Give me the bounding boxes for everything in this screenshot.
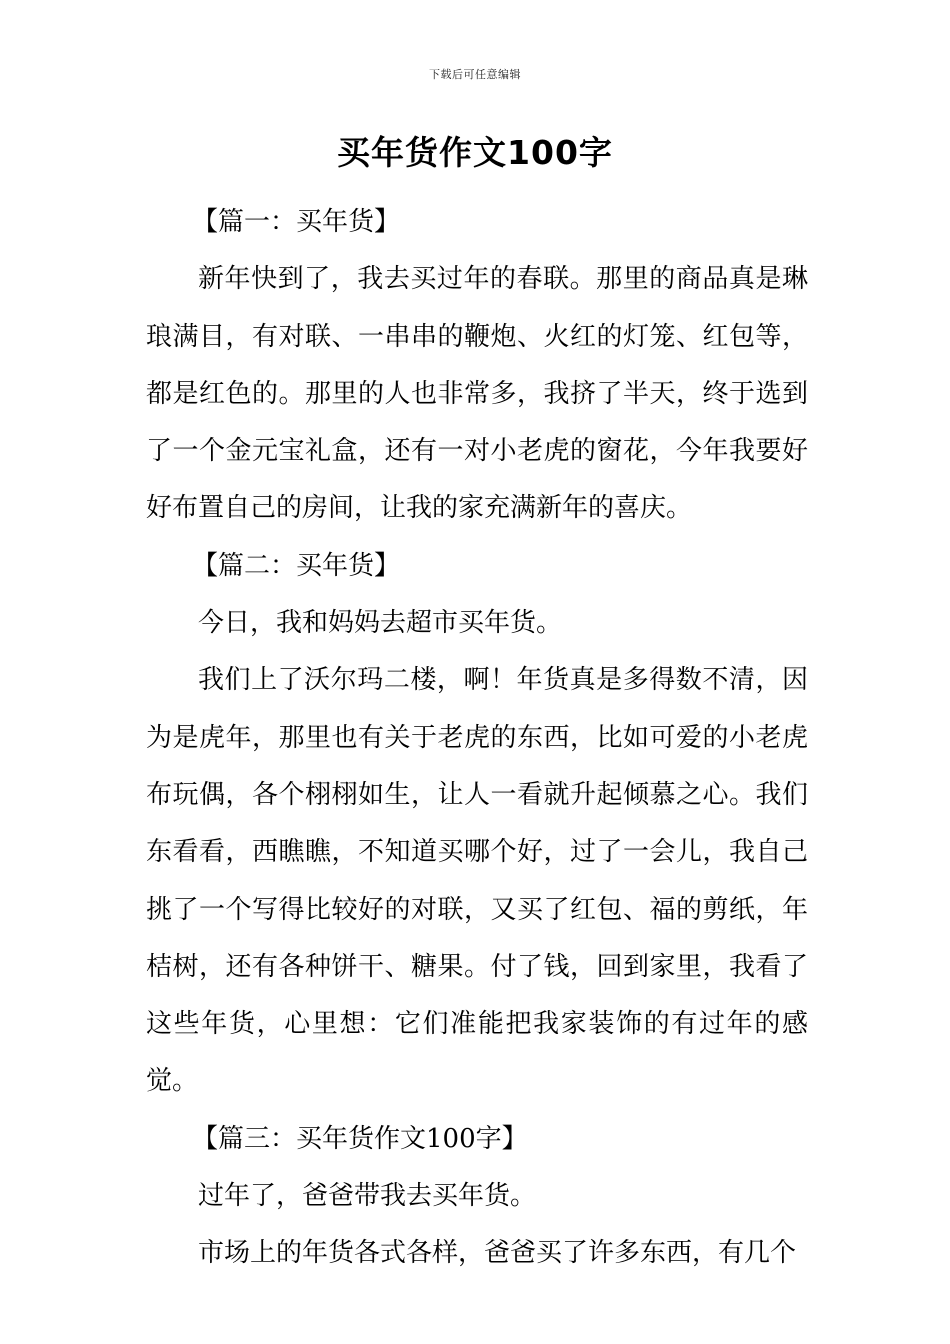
document-title: 买年货作文100字 [337, 133, 613, 172]
section-heading-1: 【篇一：买年货】 [192, 207, 401, 237]
paragraph: 过年了，爸爸带我去买年货。 [198, 1181, 537, 1212]
paragraph: 新年快到了，我去买过年的春联。那里的商品真是琳琅满目，有对联、一串串的鞭炮、火红的灯笼、红包等，都是红色的。那里的人也非常多，我挤了半天，终于选到了一个金元宝礼盒，还有一对小老虎的窗花，今年我要好好布置自己的房间，让我的家充满新年的喜庆。 [146, 264, 808, 524]
paragraph: 今日，我和妈妈去超市买年货。 [198, 608, 563, 639]
document-body [146, 194, 808, 1283]
section-heading-3: 【篇三：买年货作文100字】 [192, 1123, 528, 1154]
paragraph: 市场上的年货各式各样，爸爸买了许多东西，有几个 [198, 1238, 797, 1269]
paragraph: 我们上了沃尔玛二楼，啊！年货真是多得数不清，因为是虎年，那里也有关于老虎的东西，比如可爱的小老虎布玩偶，各个栩栩如生，让人一看就升起倾慕之心。我们东看看，西瞧瞧，不知道买哪个好，过了一会儿，我自己挑了一个写得比较好的对联，又买了红包、福的剪纸，年桔树，还有各种饼干、糖果。付了钱，回到家里，我看了这些年货，心里想：它们准能把我家装饰的有过年的感觉。 [146, 665, 808, 1097]
section-heading-2: 【篇二：买年货】 [192, 550, 401, 581]
header-note: 下载后可任意编辑 [429, 68, 521, 81]
